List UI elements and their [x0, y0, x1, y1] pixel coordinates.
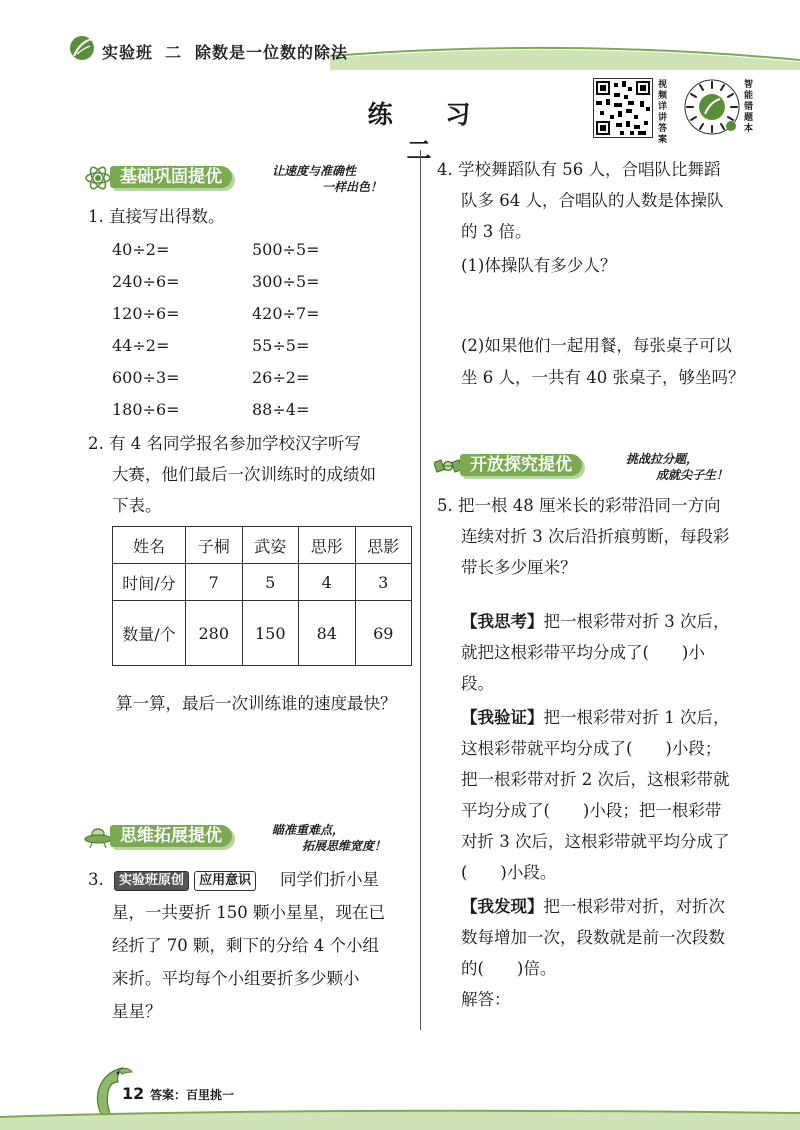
q5-find-line-1 — [461, 891, 725, 922]
q1-calc-left-1: 40÷2= — [112, 240, 170, 259]
q4-line-3: 的 3 倍。 — [461, 222, 532, 241]
table-header-cell: 子桐 — [186, 527, 243, 564]
q1-calc-right-5: 26÷2= — [252, 368, 310, 387]
table-header-cell: 武姿 — [242, 527, 299, 564]
q1-calc-right-3: 420÷7= — [252, 304, 320, 323]
q1-calc-left-3: 120÷6= — [112, 304, 180, 323]
score-table — [112, 526, 412, 666]
slogan-explore-1: 挑战拉分题， — [626, 452, 699, 466]
table-cell: 5 — [242, 564, 299, 601]
slogan-thinking-1: 瞄准重难点， — [272, 823, 345, 837]
q2-line-2: 大赛，他们最后一次训练时的成绩如 — [112, 465, 376, 484]
qr-caption-mistakes: 智能错题本 — [744, 80, 754, 134]
qr-caption-video: 视频详讲答案 — [658, 80, 668, 145]
brand-label: 实验班 — [102, 43, 154, 62]
footer-band — [0, 1100, 800, 1130]
slogan-explore-2: 成就尖子生！ — [656, 468, 729, 482]
satellite-icon — [434, 452, 462, 480]
q5-think-line-3: 段。 — [461, 674, 494, 693]
page-title: 练 习 二 — [367, 100, 493, 165]
table-cell: 7 — [186, 564, 243, 601]
table-header-row — [113, 527, 412, 564]
q5-line-3: 带长多少厘米？ — [461, 558, 577, 577]
find-text-1: 把一根彩带对折，对折次 — [543, 897, 725, 916]
table-cell: 数量/个 — [113, 601, 186, 666]
table-row — [113, 564, 412, 601]
q5-answer-label: 解答： — [461, 990, 511, 1009]
section-banner-thinking — [84, 823, 414, 853]
section-banner-explore — [434, 452, 774, 482]
q3-tags — [114, 869, 256, 891]
verify-label: 【我验证】 — [461, 708, 544, 727]
atom-icon — [84, 164, 112, 192]
verify-text-1: 把一根彩带对折 1 次后， — [543, 708, 730, 727]
column-divider — [420, 150, 421, 1030]
q2-question: 算一算，最后一次训练谁的速度最快？ — [116, 694, 397, 713]
q1-calc-right-6: 88÷4= — [252, 400, 310, 419]
q4-sub-2-line-1: (2)如果他们一起用餐，每张桌子可以 — [461, 336, 732, 355]
leaf-logo-icon — [68, 34, 96, 62]
slogan-thinking-2: 拓展思维宽度！ — [302, 839, 387, 853]
think-label: 【我思考】 — [461, 612, 544, 631]
section-title-basic: 基础巩固提优 — [110, 166, 232, 188]
footer-answer-note: 答案：百里挑一 — [150, 1088, 235, 1102]
q5-verify-line-3: 把一根彩带对折 2 次后，这根彩带就 — [461, 770, 730, 789]
table-header-cell: 思彤 — [299, 527, 356, 564]
section-title-explore: 开放探究提优 — [460, 454, 582, 476]
q3-line-2: 星，一共要折 150 颗小星星，现在已 — [112, 903, 385, 922]
q1-calc-left-5: 600÷3= — [112, 368, 180, 387]
tag-application: 应用意识 — [194, 871, 256, 891]
q5-line-2: 连续对折 3 次后沿折痕剪断，每段彩 — [461, 527, 730, 546]
q3-line-3: 经折了 70 颗，剩下的分给 4 个小组 — [112, 936, 379, 955]
q5-verify-line-2: 这根彩带就平均分成了( )小段； — [461, 739, 722, 758]
page-number: 12 — [122, 1084, 145, 1103]
section-banner-basic — [84, 164, 414, 194]
q5-verify-line-6: ( )小段。 — [461, 863, 557, 882]
table-header-cell: 思影 — [355, 527, 412, 564]
q5-verify-line-5: 对折 3 次后，这根彩带就平均分成了 — [461, 832, 730, 851]
table-cell: 时间/分 — [113, 564, 186, 601]
q5-line-1: 5. 把一根 48 厘米长的彩带沿同一方向 — [437, 496, 721, 515]
qr-code-icon[interactable] — [593, 78, 653, 138]
unit-number: 二 — [165, 43, 183, 62]
q1-calc-left-4: 44÷2= — [112, 336, 170, 355]
q5-find-line-3: 的( )倍。 — [461, 959, 557, 978]
q3-number: 3. — [88, 870, 104, 889]
table-header-cell: 姓名 — [113, 527, 186, 564]
q1-calc-right-2: 300÷5= — [252, 272, 320, 291]
q2-line-1: 2. 有 4 名同学报名参加学校汉字听写 — [88, 434, 361, 453]
q4-line-1: 4. 学校舞蹈队有 56 人，合唱队比舞蹈 — [437, 160, 721, 179]
q4-line-2: 队多 64 人，合唱队的人数是体操队 — [461, 191, 724, 210]
tag-original: 实验班原创 — [114, 871, 189, 891]
q5-find-line-2: 数每增加一次，段数就是前一次段数 — [461, 928, 725, 947]
table-cell: 3 — [355, 564, 412, 601]
q1-calc-left-6: 180÷6= — [112, 400, 180, 419]
q2-line-3: 下表。 — [112, 496, 162, 515]
mini-program-code-icon[interactable] — [683, 78, 741, 136]
q1-calc-right-1: 500÷5= — [252, 240, 320, 259]
q5-think-line-2: 就把这根彩带平均分成了( )小 — [461, 643, 705, 662]
table-cell: 84 — [299, 601, 356, 666]
table-row — [113, 601, 412, 666]
think-text-1: 把一根彩带对折 3 次后， — [543, 612, 730, 631]
q1-stem: 1. 直接写出得数。 — [88, 207, 225, 226]
q1-calc-left-2: 240÷6= — [112, 272, 180, 291]
find-label: 【我发现】 — [461, 897, 544, 916]
table-cell: 69 — [355, 601, 412, 666]
slogan-basic-2: 一样出色！ — [322, 180, 383, 194]
slogan-basic-1: 让速度与准确性 — [272, 164, 357, 178]
q5-verify-line-1 — [461, 702, 730, 733]
q5-think-line-1 — [461, 606, 730, 637]
ufo-icon — [84, 823, 112, 851]
q1-calc-right-4: 55÷5= — [252, 336, 310, 355]
q4-sub-2-line-2: 坐 6 人，一共有 40 张桌子，够坐吗？ — [461, 368, 745, 387]
section-title-thinking: 思维拓展提优 — [110, 825, 232, 847]
q3-line-1: 同学们折小星 — [280, 870, 379, 889]
table-cell: 150 — [242, 601, 299, 666]
q4-sub-1: (1)体操队有多少人？ — [461, 256, 617, 275]
unit-title: 除数是一位数的除法 — [195, 43, 349, 62]
table-cell: 280 — [186, 601, 243, 666]
q3-line-4: 来折。平均每个小组要折多少颗小 — [112, 969, 360, 988]
q3-line-5: 星星？ — [112, 1002, 162, 1021]
table-cell: 4 — [299, 564, 356, 601]
q5-verify-line-4: 平均分成了( )小段；把一根彩带 — [461, 801, 722, 820]
